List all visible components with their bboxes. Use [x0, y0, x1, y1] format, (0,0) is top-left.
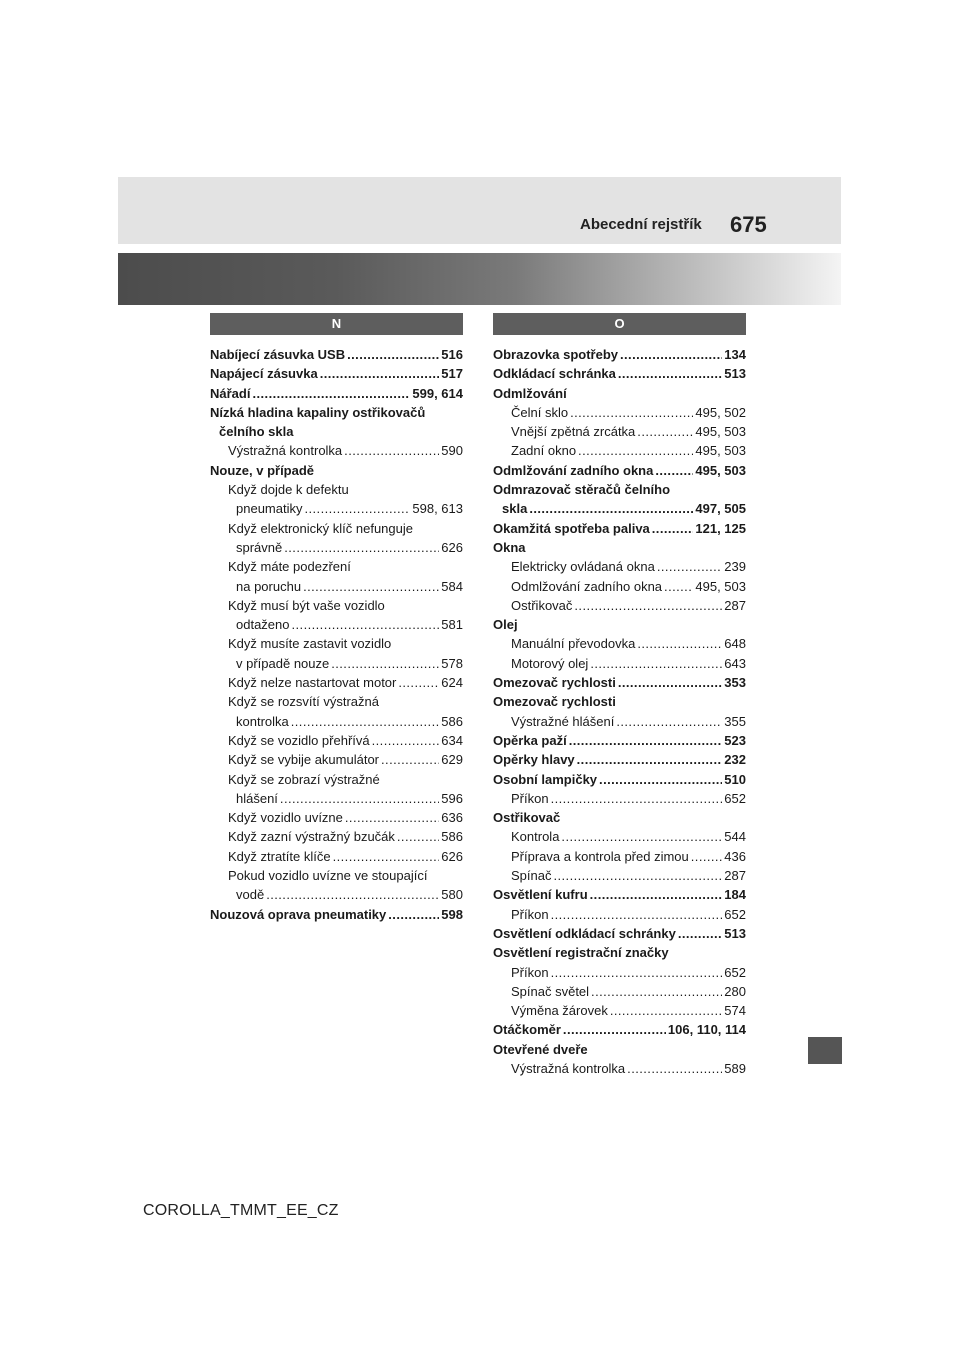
entry-page-ref: 516	[441, 347, 463, 362]
index-entry	[493, 538, 746, 557]
entry-label: Čelní sklo	[511, 404, 569, 420]
index-entry	[210, 808, 463, 827]
dot-leader	[652, 519, 694, 538]
dot-leader	[590, 885, 723, 904]
entry-label: odtaženo	[236, 617, 290, 633]
entry-label: Příkon	[511, 964, 549, 980]
entry-label: Odmlžování zadního okna	[511, 578, 663, 594]
entry-page-ref: 626	[441, 539, 463, 555]
index-entry	[493, 403, 746, 422]
index-entry	[493, 654, 746, 673]
entry-label: Odmrazovač stěračů čelního	[493, 482, 671, 498]
index-column-n	[210, 313, 463, 924]
entry-label: Motorový olej	[511, 655, 589, 671]
entry-page-ref: 121, 125	[695, 520, 746, 536]
chapter-side-tab	[808, 1037, 842, 1064]
entry-page-ref: 134	[724, 347, 746, 362]
entry-label: Spínač světel	[511, 983, 590, 999]
entry-label: Vnější zpětná zrcátka	[511, 424, 636, 440]
dot-leader	[529, 499, 693, 518]
entry-page-ref: 626	[441, 848, 463, 864]
dot-leader	[577, 750, 723, 769]
index-entry	[210, 789, 463, 808]
index-entry	[493, 461, 746, 480]
dot-leader	[551, 963, 723, 982]
entry-page-ref: 239	[724, 559, 746, 575]
index-entry	[210, 770, 463, 789]
dot-leader	[678, 924, 722, 943]
entry-page-ref: 497, 505	[695, 501, 746, 517]
dot-leader	[578, 441, 693, 460]
dot-leader	[618, 673, 722, 692]
entry-label: v případě nouze	[236, 655, 330, 671]
index-entry	[210, 538, 463, 557]
index-entry	[210, 750, 463, 769]
entry-label: Když elektronický klíč nefunguje	[228, 520, 413, 536]
index-entry	[210, 692, 463, 711]
entry-label: Když se rozsvítí výstražná	[228, 694, 379, 710]
entry-label: Omezovač rychlosti	[493, 694, 616, 710]
entry-label: Olej	[493, 617, 518, 633]
entry-label: na poruchu	[236, 578, 302, 594]
dot-leader	[266, 885, 439, 904]
entry-label: Ostřikovač	[493, 810, 561, 826]
entry-label: kontrolka	[236, 713, 289, 729]
dot-leader	[637, 422, 693, 441]
index-entries-n	[210, 345, 463, 924]
index-entry	[210, 461, 463, 480]
entry-label: vodě	[236, 887, 265, 903]
entry-label: Okna	[493, 539, 526, 555]
dot-leader	[284, 538, 439, 557]
index-entry	[493, 982, 746, 1001]
entry-page-ref: 578	[441, 655, 463, 671]
index-entry	[210, 384, 463, 403]
entry-page-ref: 648	[724, 636, 746, 652]
entry-page-ref: 287	[724, 597, 746, 613]
entry-label: Nářadí	[210, 385, 251, 401]
dot-leader	[610, 1001, 722, 1020]
entry-label: Výstražná kontrolka	[228, 443, 343, 459]
entry-page-ref: 232	[724, 752, 746, 768]
dot-leader	[280, 789, 439, 808]
entry-label: Když se zobrazí výstražné	[228, 771, 380, 787]
index-entry	[493, 441, 746, 460]
entry-page-ref: 495, 503	[695, 578, 746, 594]
entry-page-ref: 652	[724, 964, 746, 980]
dot-leader	[563, 1020, 666, 1039]
dot-leader	[398, 673, 439, 692]
dot-leader	[303, 577, 439, 596]
entry-label: Odkládací schránka	[493, 366, 616, 382]
index-entry	[493, 345, 746, 364]
index-entry	[210, 499, 463, 518]
entry-label: Když se vozidlo přehřívá	[228, 732, 370, 748]
entry-label: Osvětlení registrační značky	[493, 945, 669, 961]
index-entry	[493, 692, 746, 711]
dot-leader	[616, 712, 722, 731]
entry-label: Okamžitá spotřeba paliva	[493, 520, 650, 536]
entry-page-ref: 495, 503	[695, 424, 746, 440]
entry-page-ref: 584	[441, 578, 463, 594]
index-entry	[493, 963, 746, 982]
entry-label: Nouzová oprava pneumatiky	[210, 906, 387, 922]
entry-page-ref: 513	[724, 925, 746, 941]
entry-page-ref: 495, 503	[695, 462, 746, 478]
dot-leader	[657, 557, 722, 576]
index-entry	[493, 364, 746, 383]
index-entry	[493, 943, 746, 962]
dot-leader	[553, 866, 722, 885]
dot-leader	[333, 847, 440, 866]
index-entry	[493, 615, 746, 634]
entry-label: skla	[502, 501, 528, 517]
dot-leader	[388, 905, 439, 924]
entry-page-ref: 355	[724, 713, 746, 729]
entry-page-ref: 510	[724, 771, 746, 787]
document-code: COROLLA_TMMT_EE_CZ	[143, 1202, 339, 1219]
entry-label: Výstražná kontrolka	[511, 1060, 626, 1076]
dot-leader	[590, 654, 722, 673]
dot-leader	[397, 827, 439, 846]
entry-label: Když vozidlo uvízne	[228, 810, 343, 826]
entry-label: pneumatiky	[236, 501, 303, 517]
index-entry	[493, 750, 746, 769]
entry-page-ref: 596	[441, 790, 463, 806]
index-entry	[493, 866, 746, 885]
entry-page-ref: 495, 503	[695, 443, 746, 459]
index-entry	[493, 1020, 746, 1039]
entry-page-ref: 287	[724, 868, 746, 884]
index-entry	[210, 577, 463, 596]
entry-label: Opěrky hlavy	[493, 752, 575, 768]
index-entry	[210, 519, 463, 538]
index-entry	[493, 557, 746, 576]
entry-label: Když nelze nastartovat motor	[228, 675, 397, 691]
entry-page-ref: 629	[441, 752, 463, 768]
index-entry	[493, 885, 746, 904]
dot-leader	[618, 364, 722, 383]
index-entry	[493, 1040, 746, 1059]
entry-page-ref: 513	[724, 366, 746, 382]
entry-label: Příkon	[511, 790, 549, 806]
entry-label: správně	[236, 539, 283, 555]
entry-label: Když musíte zastavit vozidlo	[228, 636, 392, 652]
dot-leader	[591, 982, 722, 1001]
dot-leader	[627, 1059, 722, 1078]
index-entry	[210, 345, 463, 364]
entry-page-ref: 574	[724, 1003, 746, 1019]
index-column-o	[493, 313, 746, 1078]
entry-label: Obrazovka spotřeby	[493, 347, 618, 362]
section-title: Abecední rejstřík	[580, 216, 702, 233]
entry-page-ref: 652	[724, 790, 746, 806]
index-entry	[210, 654, 463, 673]
entry-label: Ostřikovač	[511, 597, 573, 613]
index-entry	[210, 596, 463, 615]
entry-page-ref: 634	[441, 732, 463, 748]
entry-label: Když musí být vaše vozidlo	[228, 597, 385, 613]
entry-page-ref: 495, 502	[695, 404, 746, 420]
index-entry	[210, 847, 463, 866]
page-number: 675	[730, 212, 767, 237]
entry-label: Příkon	[511, 906, 549, 922]
index-entry	[493, 519, 746, 538]
index-entry	[493, 712, 746, 731]
entry-page-ref: 353	[724, 675, 746, 691]
dot-leader	[331, 654, 439, 673]
entry-label: Osobní lampičky	[493, 771, 598, 787]
index-entry	[210, 441, 463, 460]
dot-leader	[292, 615, 440, 634]
index-entry	[493, 634, 746, 653]
index-entry	[493, 808, 746, 827]
entry-label: Nízká hladina kapaliny ostřikovačů	[210, 404, 426, 420]
dot-leader	[344, 441, 439, 460]
index-entry	[493, 422, 746, 441]
entry-page-ref: 590	[441, 443, 463, 459]
index-entry	[210, 615, 463, 634]
dot-leader	[372, 731, 440, 750]
dot-leader	[320, 364, 440, 383]
index-entry	[210, 866, 463, 885]
index-entry	[493, 847, 746, 866]
index-entry	[210, 364, 463, 383]
entry-label: Elektricky ovládaná okna	[511, 559, 655, 575]
entry-page-ref: 598, 613	[412, 501, 463, 517]
index-entry	[210, 673, 463, 692]
entry-label: Osvětlení odkládací schránky	[493, 925, 676, 941]
dot-leader	[551, 789, 723, 808]
entry-page-ref: 624	[441, 675, 463, 691]
entry-label: Příprava a kontrola před zimou	[511, 848, 689, 864]
letter-heading-n: N	[210, 313, 463, 335]
index-entry	[493, 1059, 746, 1078]
entry-label: Nabíjecí zásuvka USB	[210, 347, 346, 362]
index-entry	[210, 905, 463, 924]
entry-page-ref: 652	[724, 906, 746, 922]
dot-leader	[691, 847, 723, 866]
entry-page-ref: 523	[724, 732, 746, 748]
index-entry	[493, 770, 746, 789]
dot-leader	[551, 905, 723, 924]
index-entry	[493, 827, 746, 846]
dot-leader	[599, 770, 722, 789]
entry-label: Otevřené dveře	[493, 1041, 588, 1057]
index-entry	[210, 712, 463, 731]
index-entry	[493, 596, 746, 615]
index-entries-o	[493, 345, 746, 1078]
dot-leader	[664, 577, 693, 596]
index-entry	[210, 731, 463, 750]
dot-leader	[561, 827, 722, 846]
entry-page-ref: 643	[724, 655, 746, 671]
decorative-gradient-band	[118, 253, 841, 305]
entry-label: Pokud vozidlo uvízne ve stoupající	[228, 868, 428, 884]
entry-label: Odmlžování	[493, 385, 567, 401]
entry-label: Když zazní výstražný bzučák	[228, 829, 395, 845]
dot-leader	[570, 403, 693, 422]
entry-label: hlášení	[236, 790, 278, 806]
entry-label: čelního skla	[219, 424, 294, 440]
entry-page-ref: 106, 110, 114	[667, 1022, 746, 1038]
entry-label: Výměna žárovek	[511, 1003, 608, 1019]
dot-leader	[620, 345, 722, 364]
dot-leader	[291, 712, 440, 731]
dot-leader	[655, 461, 693, 480]
entry-page-ref: 598	[441, 906, 463, 922]
index-entry	[210, 403, 463, 422]
entry-label: Když ztratíte klíče	[228, 848, 331, 864]
dot-leader	[304, 499, 410, 518]
entry-label: Otáčkoměr	[493, 1022, 561, 1038]
dot-leader	[345, 808, 439, 827]
index-entry	[493, 499, 746, 518]
entry-label: Opěrka paží	[493, 732, 567, 748]
entry-page-ref: 184	[724, 887, 746, 903]
index-entry	[493, 905, 746, 924]
entry-page-ref: 581	[441, 617, 463, 633]
index-entry	[210, 827, 463, 846]
index-entry	[493, 731, 746, 750]
dot-leader	[252, 384, 410, 403]
entry-label: Když se vybije akumulátor	[228, 752, 380, 768]
entry-page-ref: 280	[724, 983, 746, 999]
entry-page-ref: 586	[441, 829, 463, 845]
entry-page-ref: 517	[441, 366, 463, 382]
entry-label: Zadní okno	[511, 443, 577, 459]
index-entry	[210, 422, 463, 441]
entry-page-ref: 544	[724, 829, 746, 845]
entry-label: Odmlžování zadního okna	[493, 462, 654, 478]
entry-label: Když dojde k defektu	[228, 482, 349, 498]
entry-page-ref: 436	[724, 848, 746, 864]
index-entry	[493, 1001, 746, 1020]
index-entry	[210, 885, 463, 904]
dot-leader	[347, 345, 439, 364]
entry-label: Kontrola	[511, 829, 560, 845]
entry-page-ref: 636	[441, 810, 463, 826]
dot-leader	[381, 750, 439, 769]
index-entry	[493, 924, 746, 943]
entry-page-ref: 580	[441, 887, 463, 903]
entry-page-ref: 589	[724, 1060, 746, 1076]
entry-label: Spínač	[511, 868, 552, 884]
index-entry	[493, 673, 746, 692]
entry-page-ref: 586	[441, 713, 463, 729]
letter-heading-o: O	[493, 313, 746, 335]
entry-label: Omezovač rychlosti	[493, 675, 616, 691]
entry-label: Nouze, v případě	[210, 462, 315, 478]
index-entry	[493, 789, 746, 808]
entry-label: Osvětlení kufru	[493, 887, 588, 903]
index-entry	[493, 384, 746, 403]
dot-leader	[569, 731, 723, 750]
entry-label: Napájecí zásuvka	[210, 366, 318, 382]
index-entry	[210, 480, 463, 499]
entry-label: Manuální převodovka	[511, 636, 636, 652]
entry-label: Když máte podezření	[228, 559, 351, 575]
entry-label: Výstražné hlášení	[511, 713, 615, 729]
index-entry	[493, 577, 746, 596]
dot-leader	[574, 596, 722, 615]
index-entry	[210, 634, 463, 653]
index-entry	[210, 557, 463, 576]
dot-leader	[637, 634, 722, 653]
index-entry	[493, 480, 746, 499]
entry-page-ref: 599, 614	[412, 385, 463, 401]
